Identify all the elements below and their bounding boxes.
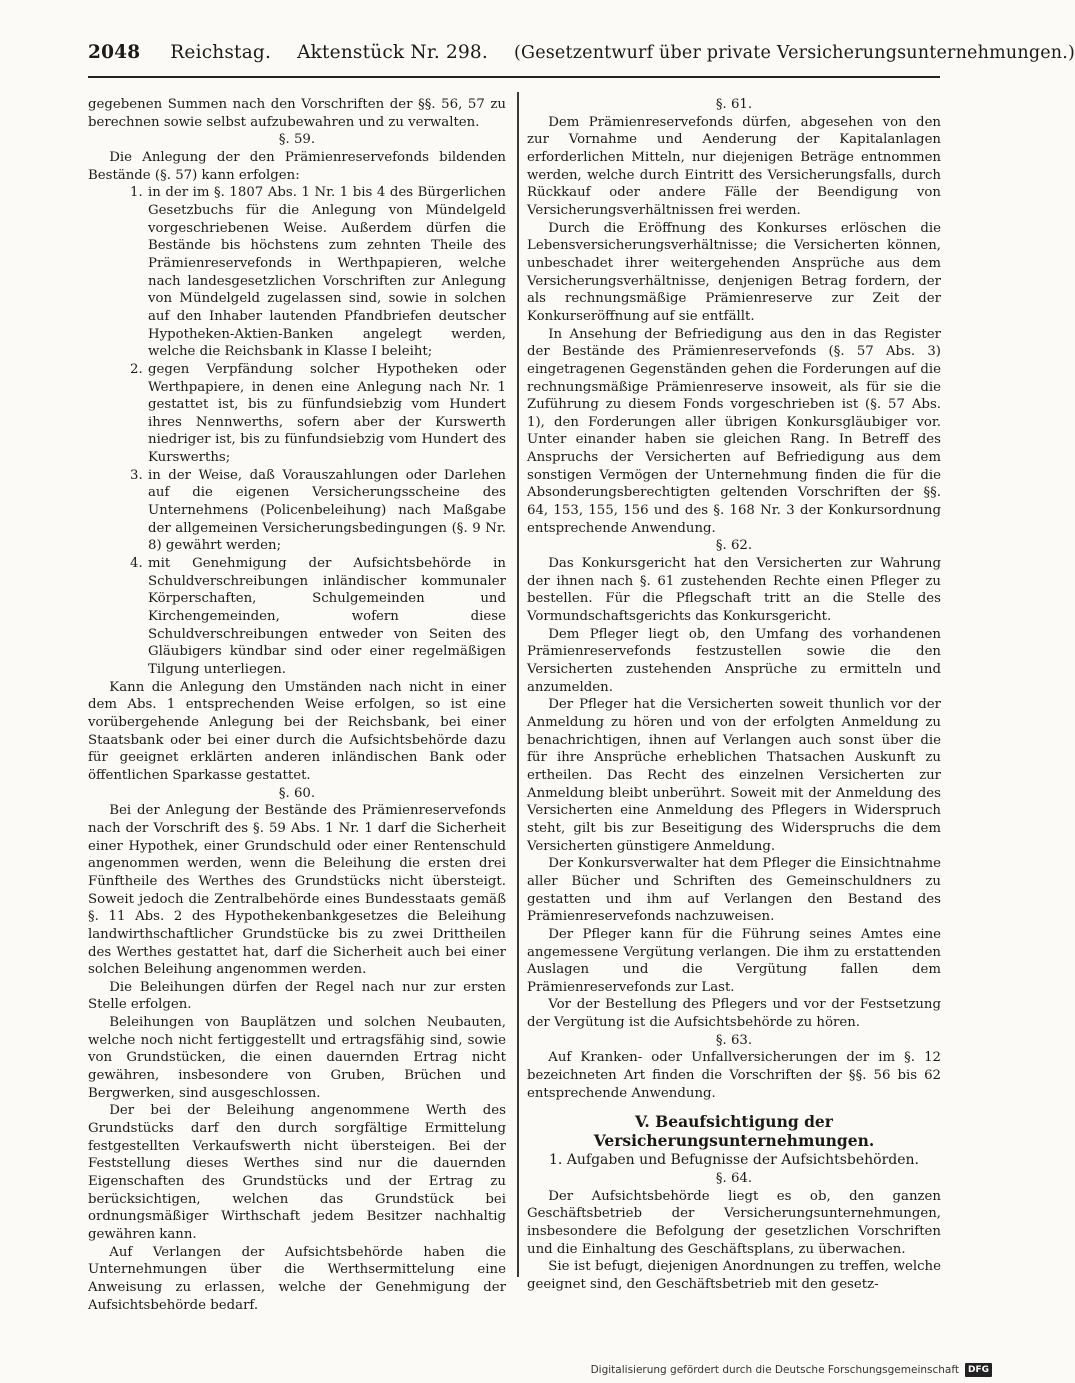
subchapter-heading: 1. Aufgaben und Befugnisse der Aufsichtsbehörden.	[548, 1152, 920, 1169]
paragraph: Bei der Anlegung der Bestände des Prämienreservefonds nach der Vorschrift des §. 59 Abs. 1 Nr. 1 darf die Sicherheit einer Hypothek, einer Grundschuld oder einer Rentenschuld angenommen werden, wenn die Beleihung die ersten drei Fünftheile des Werthes des Grundstücks nicht übersteigt. Soweit jedoch die Zentralbehörde eines Bundesstaats gemäß §. 11 Abs. 2 des Hypothekenbankgesetzes die Beleihung landwirthschaftlicher Grundstücke bis zu zwei Drittheilen des Werthes gestattet hat, darf die Sicherheit auch bei einer solchen Beleihung angenommen werden.	[88, 803, 506, 978]
chapter-heading: V. Beaufsichtigung der Versicherungsunternehmungen.	[593, 1112, 875, 1151]
paragraph: Durch die Eröffnung des Konkurses erlöschen die Lebensversicherungsverhältnisse; die Versicherten können, unbeschadet ihrer weitergehenden Ansprüche aus dem Versicherungsverhältnisse, denjenigen Betrag fordern, der als rechnungsmäßige Prämienreserve zur Zeit der Konkurseröffnung auf sie entfällt.	[527, 220, 941, 324]
column-divider	[517, 92, 519, 1277]
paragraph: Der Konkursverwalter hat dem Pfleger die Einsichtnahme aller Bücher und Schriften des Gemeinschuldners zu gestatten und ihm auf Verlangen den Bestand des Prämienreservefonds nachzuweisen.	[527, 856, 941, 925]
header-source: Reichstag.	[170, 42, 272, 63]
paragraph: gegebenen Summen nach den Vorschriften der §§. 56, 57 zu berechnen sowie selbst aufzubewahren und zu verwalten.	[88, 97, 506, 130]
section-heading: §. 59.	[278, 132, 316, 148]
list-number: 2.	[130, 361, 143, 377]
paragraph: Vor der Bestellung des Pflegers und vor der Festsetzung der Vergütung ist die Aufsichtsbehörde zu hören.	[527, 997, 941, 1031]
paragraph: Die Beleihungen dürfen der Regel nach nur zur ersten Stelle erfolgen.	[88, 979, 506, 1013]
enumerated-list	[88, 184, 506, 678]
paragraph: In Ansehung der Befriedigung aus den in das Register der Bestände des Prämienreservefonds (§. 57 Abs. 3) eingetragenen Gegenständen gehen die Forderungen auf die rechnungsmäßige Prämienreserve insoweit, als für sie die Zuführung zu diesem Fonds vorgeschrieben ist (§. 57 Abs. 1), den Forderungen aller übrigen Konkursgläubiger vor. Unter einander haben sie gleichen Rang. In Betreff des Anspruchs der Versicherten auf Befriedigung aus dem sonstigen Vermögen der Unternehmung finden die für die Absonderungsberechtigten geltenden Vorschriften der §§. 64, 153, 155, 156 und des §. 168 Nr. 3 der Konkursordnung entsprechende Anwendung.	[527, 326, 941, 536]
digitization-footer	[591, 1363, 992, 1377]
header-subject: (Gesetzentwurf über private Versicherungsunternehmungen.)	[513, 43, 1075, 63]
section-heading: §. 63.	[715, 1032, 753, 1048]
paragraph: Dem Prämienreservefonds dürfen, abgesehen von den zur Vornahme und Aenderung der Kapitalanlagen erforderlichen Mitteln, nur diejenigen Beträge entnommen werden, welche durch Eintritt des Versicherungsfalls, durch Rückkauf oder andere Fälle der Beendigung von Versicherungsverhältnissen frei werden.	[527, 114, 941, 218]
paragraph: Dem Pfleger liegt ob, den Umfang des vorhandenen Prämienreservefonds festzustellen sowie die den Versicherten zustehenden Ansprüche zu ermitteln und anzumelden.	[527, 626, 941, 695]
paragraph: Der Pfleger kann für die Führung seines Amtes eine angemessene Vergütung verlangen. Die ihm zu erstattenden Auslagen und die Vergütung fallen dem Prämienreservefonds zur Last.	[527, 926, 941, 995]
paragraph: Der Pfleger hat die Versicherten soweit thunlich vor der Anmeldung zu hören und von der erfolgten Anmeldung zu benachrichtigen, ihnen auf Verlangen auch sonst über die für ihre Ansprüche erheblichen Thatsachen Auskunft zu ertheilen. Das Recht des einzelnen Versicherten zur Anmeldung bleibt unberührt. Soweit mit der Anmeldung des Versicherten eine Anmeldung des Pflegers in Widerspruch steht, gilt bis zur Beseitigung des Widerspruchs die dem Versicherten günstigere Anmeldung.	[527, 697, 941, 854]
left-column	[88, 96, 506, 1314]
list-number: 1.	[130, 185, 143, 201]
right-column	[527, 96, 941, 1294]
paragraph: Auf Kranken- oder Unfallversicherungen der im §. 12 bezeichneten Art finden die Vorschriften der §§. 56 bis 62 entsprechende Anwendung.	[527, 1050, 941, 1101]
paragraph: Das Konkursgericht hat den Versicherten zur Wahrung der ihnen nach §. 61 zustehenden Rechte einen Pfleger zu bestellen. Für die Pflegschaft tritt an die Stelle des Vormundschaftsgerichts das Konkursgericht.	[527, 556, 941, 625]
section-heading: §. 60.	[278, 785, 316, 801]
list-item	[88, 361, 506, 467]
list-text: in der im §. 1807 Abs. 1 Nr. 1 bis 4 des Bürgerlichen Gesetzbuchs für die Anlegung von Mündelgeld vorgeschriebenen Weise. Außerdem dürfen die Bestände bis höchstens zum zehnten Theile des Prämienreservefonds in Werthpapieren, welche nach landesgesetzlichen Vorschriften zur Anlegung von Mündelgeld zugelassen sind, sowie in solchen auf den Inhaber lautenden Pfandbriefen deutscher Hypotheken-Aktien-Banken angelegt werden, welche die Reichsbank in Klasse I beleiht;	[148, 185, 506, 360]
paragraph: Der bei der Beleihung angenommene Werth des Grundstücks darf den durch sorgfältige Ermittelung festgestellten Verkaufswerth nicht übersteigen. Bei der Feststellung dieses Werthes sind nur die dauernden Eigenschaften des Grundstücks und der Ertrag zu berücksichtigen, welchen das Grundstück bei ordnungsmäßiger Wirthschaft jedem Besitzer nachhaltig gewähren kann.	[88, 1103, 506, 1242]
header-document: Aktenstück Nr. 298.	[297, 42, 488, 63]
list-number: 3.	[130, 467, 143, 483]
section-heading: §. 62.	[715, 538, 753, 554]
page-header	[88, 42, 1075, 78]
paragraph: Der Aufsichtsbehörde liegt es ob, den ganzen Geschäftsbetrieb der Versicherungsunternehmungen, insbesondere die Befolgung der gesetzlichen Vorschriften und die Einhaltung des Geschäftsplans, zu überwachen.	[527, 1188, 941, 1257]
paragraph: Auf Verlangen der Aufsichtsbehörde haben die Unternehmungen über die Werthsermittelung eine Anweisung zu erlassen, welche der Genehmigung der Aufsichtsbehörde bedarf.	[88, 1244, 506, 1313]
list-number: 4.	[130, 556, 143, 572]
paragraph: Beleihungen von Bauplätzen und solchen Neubauten, welche noch nicht fertiggestellt und ertragsfähig sind, sowie von Grundstücken, die einen dauernden Ertrag nicht gewähren, insbesondere von Gruben, Brüchen und Bergwerken, sind ausgeschlossen.	[88, 1015, 506, 1101]
paragraph: Sie ist befugt, diejenigen Anordnungen zu treffen, welche geeignet sind, den Geschäftsbetrieb mit den gesetz-	[527, 1259, 941, 1292]
paragraph: Kann die Anlegung den Umständen nach nicht in einer dem Abs. 1 entsprechenden Weise erfolgen, so ist eine vorübergehende Anlegung bei der Reichsbank, bei einer Staatsbank oder bei einer durch die Aufsichtsbehörde dazu für geeignet erklärten anderen inländischen Bank oder öffentlichen Sparkasse gestattet.	[88, 679, 506, 783]
footer-credit: Digitalisierung gefördert durch die Deutsche Forschungsgemeinschaft	[590, 1364, 959, 1376]
list-item	[88, 555, 506, 679]
list-text: gegen Verpfändung solcher Hypotheken oder Werthpapiere, in denen eine Anlegung nach Nr. 1 gestattet ist, bis zu fünfundsiebzig vom Hundert ihres Nennwerths, sofern aber der Kurswerth niedriger ist, bis zu fünfundsiebzig vom Hundert des Kurswerths;	[148, 361, 506, 466]
list-item	[88, 184, 506, 361]
list-text: mit Genehmigung der Aufsichtsbehörde in Schuldverschreibungen inländischer kommunaler Körperschaften, Schulgemeinden und Kirchengemeinden, wofern diese Schuldverschreibungen entweder von Seiten des Gläubigers kündbar sind oder einer regelmäßigen Tilgung unterliegen.	[148, 556, 506, 677]
section-heading: §. 61.	[715, 97, 753, 112]
page-number: 2048	[88, 42, 141, 63]
dfg-logo: DFG	[965, 1363, 992, 1377]
list-item	[88, 467, 506, 555]
section-heading: §. 64.	[715, 1171, 753, 1187]
list-text: in der Weise, daß Vorauszahlungen oder Darlehen auf die eigenen Versicherungsscheine des Unternehmens (Policenbeleihung) nach Maßgabe der allgemeinen Versicherungsbedingungen (§. 9 Nr. 8) gewährt werden;	[148, 467, 506, 554]
paragraph: Die Anlegung der den Prämienreservefonds bildenden Bestände (§. 57) kann erfolgen:	[88, 149, 506, 183]
